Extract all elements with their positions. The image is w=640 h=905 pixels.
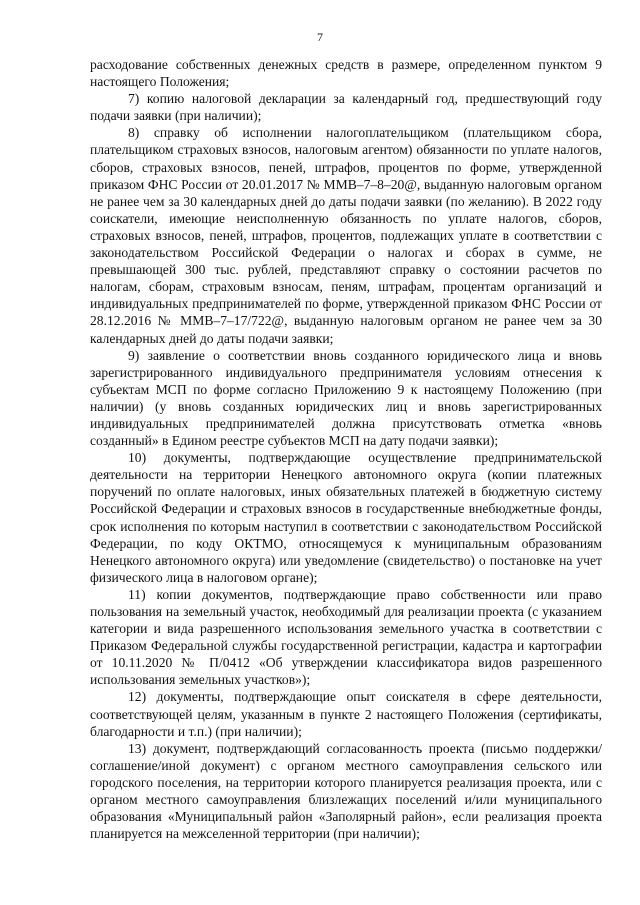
list-item-13: 13) документ, подтверждающий согласованность проекта (письмо поддержки/соглашение/иной документ) с органом местного самоуправления сельского или городского поселения, на территории которого планируется реализация проекта, или с органом местного самоуправления близлежащих поселений и/или муниципального образования «Муниципальный район «Заполярный район», если реализация проекта планируется на межселенной территории (при наличии); (90, 740, 602, 842)
list-item-10: 10) документы, подтверждающие осуществление предпринимательской деятельности на территории Ненецкого автономного округа (копии платежных поручений по оплате налоговых, иных обязательных платежей в бюджетную систему Российской Федерации и страховых взносов в государственные внебюджетные фонды, срок исполнения по которым наступил в соответствии с законодательством Российской Федерации, по коду ОКТМО, относящемуся к муниципальным образованиям Ненецкого автономного округа) или уведомление (свидетельство) о постановке на учет физического лица в налоговом органе); (90, 450, 602, 585)
page-number: 7 (317, 30, 323, 44)
paragraph-continuation: расходование собственных денежных средств в размере, определенном пунктом 9 настоящего Положения; (90, 57, 602, 90)
list-item-11: 11) копии документов, подтверждающие право собственности или право пользования на земельный участок, необходимый для реализации проекта (с указанием категории и вида разрешенного использования земельного участка в соответствии с Приказом Федеральной службы государственной регистрации, кадастра и картографии от 10.11.2020 № П/0412 «Об утверждении классификатора видов разрешенного использования земельных участков»); (90, 586, 602, 688)
list-item-7: 7) копию налоговой декларации за календарный год, предшествующий году подачи заявки (при наличии); (90, 91, 602, 124)
list-item-8: 8) справку об исполнении налогоплательщиком (плательщиком сбора, плательщиком страховых взносов, налоговым агентом) обязанности по уплате налогов, сборов, страховых взносов, пеней, штрафов, процентов по форме, утвержденной приказом ФНС России от 20.01.2017 № ММВ–7–8–20@, выданную налоговым органом не ранее чем за 30 календарных дней до даты подачи заявки (по желанию). В 2022 году соискатели, имеющие неисполненную обязанность по уплате налогов, сборов, страховых взносов, пеней, штрафов, процентов, подлежащих уплате в соответствии с законодательством Российской Федерации о налогах и сборах в сумме, не превышающей 300 тыс. рублей, представляют справку о состоянии расчетов по налогам, сборам, страховым взносам, пеням, штрафам, процентам организаций и индивидуальных предпринимателей по форме, утвержденной приказом ФНС России от 28.12.2016 № ММВ–7–17/722@, выданную налоговым органом не ранее чем за 30 календарных дней до даты подачи заявки; (90, 125, 602, 346)
list-item-12: 12) документы, подтверждающие опыт соискателя в сфере деятельности, соответствующей целям, указанным в пункте 2 настоящего Положения (сертификаты, благодарности и т.п.) (при наличии); (90, 689, 602, 739)
list-item-9: 9) заявление о соответствии вновь созданного юридического лица и вновь зарегистрированного индивидуального предпринимателя условиям отнесения к субъектам МСП по форме согласно Приложению 9 к настоящему Положению (при наличии) (у вновь созданных юридических лиц и вновь зарегистрированных индивидуальных предпринимателей должна присутствовать отметка «вновь созданный» в Едином реестре субъектов МСП на дату подачи заявки); (90, 347, 602, 449)
document-body (90, 56, 602, 842)
